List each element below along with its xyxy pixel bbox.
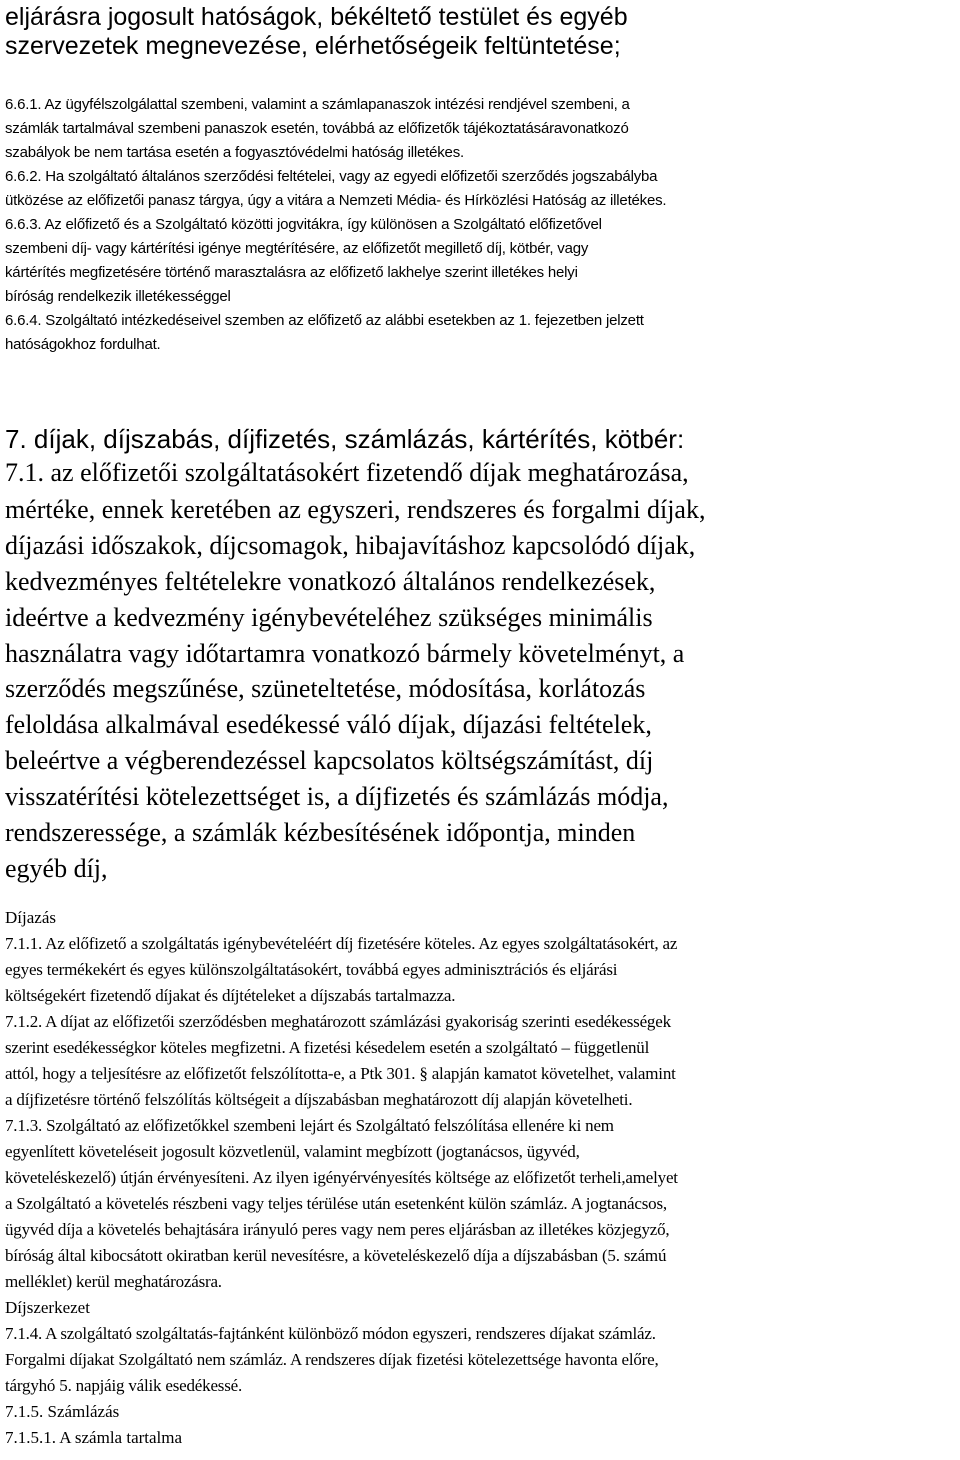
paragraph-line: díjazási időszakok, díjcsomagok, hibajavításhoz kapcsolódó díjak, (5, 531, 696, 560)
paragraph-line: feloldása alkalmával esedékessé váló díjak, díjazási feltételek, (5, 710, 652, 739)
paragraph-line: 6.6.4. Szolgáltató intézkedéseivel szemben az előfizető az alábbi esetekben az 1. fejezetben jelzett (5, 312, 644, 329)
paragraph-line: a Szolgáltató a követelés részbeni vagy teljes térülése után esetenként külön számláz. A jogtanácsos, (5, 1194, 667, 1213)
paragraph-line: 6.6.2. Ha szolgáltató általános szerződési feltételei, vagy az egyedi előfizetői szerződés jogszabályba (5, 168, 658, 185)
subheading-szamla-tartalma: 7.1.5.1. A számla tartalma (5, 1428, 183, 1447)
paragraph-line: attól, hogy a teljesítésre az előfizetőt felszólította-e, a Ptk 301. § alapján kamatot követelhet, valamint (5, 1064, 676, 1083)
paragraph-line: a díjfizetésre történő felszólítás költségeit a díjszabásban meghatározott díj alapján követelheti. (5, 1090, 633, 1109)
paragraph-line: visszatérítési kötelezettséget is, a díjfizetés és számlázás módja, (5, 782, 669, 811)
paragraph-line: 7.1. az előfizetői szolgáltatásokért fizetendő díjak meghatározása, (5, 458, 689, 487)
subheading-szamlazas: 7.1.5. Számlázás (5, 1402, 120, 1421)
paragraph-line: egyenlített követeléseit jogosult közvetlenül, valamint megbízott (jogtanácsos, ügyvéd, (5, 1142, 580, 1161)
paragraph-line: ütközése az előfizetői panasz tárgya, úgy a vitára a Nemzeti Média- és Hírközlési Hatóság az illetékes. (5, 192, 667, 209)
intro-line: eljárásra jogosult hatóságok, békéltető testület és egyéb (5, 3, 628, 31)
paragraph-line: mértéke, ennek keretében az egyszeri, rendszeres és forgalmi díjak, (5, 495, 706, 524)
subheading-dijszerkezet: Díjszerkezet (5, 1298, 90, 1317)
subheading-dijazas: Díjazás (5, 908, 56, 927)
paragraph-line: követeléskezelő) útján érvényesíteni. Az ilyen igényérvényesítés költsége az előfizetőt terheli,amelyet (5, 1168, 678, 1187)
paragraph-line: egyéb díj, (5, 854, 108, 883)
intro-line: szervezetek megnevezése, elérhetőségeik feltüntetése; (5, 32, 621, 60)
paragraph-line: 7.1.4. A szolgáltató szolgáltatás-fajtánként különböző módon egyszeri, rendszeres díjakat számláz. (5, 1324, 656, 1343)
paragraph-line: Forgalmi díjakat Szolgáltató nem számláz. A rendszeres díjak fizetési kötelezettsége havonta előre, (5, 1350, 659, 1369)
paragraph-line: 7.1.1. Az előfizető a szolgáltatás igénybevételéért díj fizetésére köteles. Az egyes szolgáltatásokért, az (5, 934, 678, 953)
section-heading: 7. díjak, díjszabás, díjfizetés, számlázás, kártérítés, kötbér: (5, 424, 685, 454)
paragraph-line: rendszeressége, a számlák kézbesítésének időpontja, minden (5, 818, 636, 847)
paragraph-line: tárgyhó 5. napjáig válik esedékessé. (5, 1376, 243, 1395)
paragraph-line: szembeni díj- vagy kártérítési igénye megtérítésére, az előfizetőt megillető díj, kötbér, vagy (5, 240, 589, 257)
paragraph-line: szabályok be nem tartása esetén a fogyasztóvédelmi hatóság illetékes. (5, 144, 464, 161)
paragraph-line: 7.1.3. Szolgáltató az előfizetőkkel szembeni lejárt és Szolgáltató felszólítása ellenére ki nem (5, 1116, 614, 1135)
paragraph-line: szerint esedékességkor köteles megfizetni. A fizetési késedelem esetén a szolgáltató – függetlenül (5, 1038, 650, 1057)
paragraph-line: szerződés megszűnése, szüneteltetése, módosítása, korlátozás (5, 674, 646, 703)
paragraph-line: egyes termékekért és egyes különszolgáltatásokért, továbbá egyes adminisztrációs és eljárási (5, 960, 618, 979)
paragraph-line: használatra vagy időtartamra vonatkozó bármely követelményt, a (5, 639, 685, 668)
paragraph-line: ideértve a kedvezmény igénybevételéhez szükséges minimális (5, 603, 653, 632)
paragraph-line: 6.6.3. Az előfizető és a Szolgáltató közötti jogvitákra, így különösen a Szolgáltató előfizetővel (5, 216, 602, 233)
paragraph-line: beleértve a végberendezéssel kapcsolatos költségszámítást, díj (5, 746, 654, 775)
paragraph-line: ügyvéd díja a követelés behajtására irányuló peres vagy nem peres eljárásban az illetékes közjegyző, (5, 1220, 670, 1239)
paragraph-line: melléklet) kerül meghatározásra. (5, 1272, 222, 1291)
paragraph-line: kedvezményes feltételekre vonatkozó általános rendelkezések, (5, 567, 656, 596)
paragraph-line: 7.1.2. A díjat az előfizetői szerződésben meghatározott számlázási gyakoriság szerinti esedékességek (5, 1012, 671, 1031)
paragraph-line: bíróság rendelkezik illetékességgel (5, 288, 231, 305)
paragraph-line: 6.6.1. Az ügyfélszolgálattal szembeni, valamint a számlapanaszok intézési rendjével szembeni, a (5, 96, 630, 113)
paragraph-line: költségekért fizetendő díjakat és díjtételeket a díjszabás tartalmazza. (5, 986, 456, 1005)
paragraph-line: kártérítés megfizetésére történő marasztalásra az előfizető lakhelye szerint illetékes helyi (5, 264, 578, 281)
paragraph-line: hatóságokhoz fordulhat. (5, 336, 161, 353)
paragraph-line: bíróság által kibocsátott okiratban kerül nevesítésre, a követeléskezelő díja a díjszabásban (5. számú (5, 1246, 667, 1265)
paragraph-line: számlák tartalmával szembeni panaszok esetén, továbbá az előfizetők tájékoztatásáravonatkozó (5, 120, 629, 137)
